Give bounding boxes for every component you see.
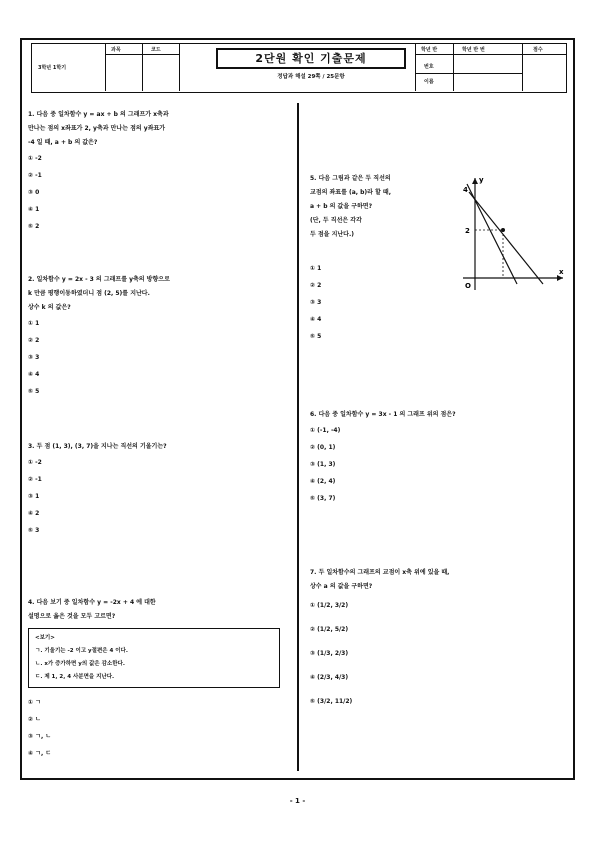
question-5 <box>310 172 570 345</box>
origin-label: O <box>465 282 471 290</box>
option[interactable]: ③ (1/3, 2/3) <box>310 650 349 657</box>
question-stem: 6. 다음 중 일차함수 y = 3x - 1 의 그래프 위의 점은? <box>310 411 456 418</box>
option[interactable]: ④ (2/3, 4/3) <box>310 674 349 681</box>
option[interactable]: ① -2 <box>28 155 42 162</box>
option[interactable]: ③ 1 <box>28 493 40 500</box>
question-1 <box>28 108 290 235</box>
y-axis-arrow <box>472 178 478 184</box>
header-col-2 <box>143 44 180 91</box>
y-tick-label: 4 <box>463 186 468 194</box>
option[interactable]: ④ (2, 4) <box>310 478 336 485</box>
option[interactable]: ② 2 <box>310 282 322 289</box>
option[interactable]: ② -1 <box>28 476 42 483</box>
option[interactable]: ⑤ (3/2, 11/2) <box>310 698 353 705</box>
option[interactable]: ① (-1, -4) <box>310 427 341 434</box>
question-4 <box>28 596 280 762</box>
option[interactable]: ⑤ 5 <box>28 388 40 395</box>
option[interactable]: ③ 3 <box>28 354 40 361</box>
question-stem: 7. 두 일차함수의 그래프의 교점이 x축 위에 있을 때, 상수 a 의 값을 구하면? <box>310 569 450 590</box>
line-2 <box>469 192 543 284</box>
option[interactable]: ⑤ 3 <box>28 527 40 534</box>
x-axis-label: x <box>559 268 564 276</box>
header-left-label: 3학년 1학기 <box>38 65 67 71</box>
option[interactable]: ② ㄴ <box>28 716 41 723</box>
question-stem: 5. 다음 그림과 같은 두 직선의 교점의 좌표를 (a, b)라 할 때, a + b 의 값을 구하면? (단, 두 직선은 각각 두 점을 지난다.) <box>310 175 391 238</box>
header-right-col-1 <box>454 44 523 91</box>
header-right-label-3: 이름 <box>424 79 434 85</box>
option[interactable]: ① (1/2, 3/2) <box>310 602 349 609</box>
option[interactable]: ① -2 <box>28 459 42 466</box>
header-right-label-1: 학년 반 <box>421 47 438 53</box>
header-right-label-2: 번호 <box>424 64 434 70</box>
column-divider <box>297 103 299 771</box>
header-col-1 <box>106 44 143 91</box>
question-box: <보기> ㄱ. 기울기는 -2 이고 y절편은 4 이다. ㄴ. x가 증가하면 y의 값은 감소한다. ㄷ. 제 1, 2, 4 사분면을 지난다. <box>28 628 280 688</box>
header-left-cell <box>32 44 106 91</box>
option[interactable]: ④ 2 <box>28 510 40 517</box>
y-axis-label: y <box>479 176 484 184</box>
option[interactable]: ② (1/2, 5/2) <box>310 626 349 633</box>
intersection-point <box>501 228 505 232</box>
header-right-col-2-label: 점수 <box>533 47 543 53</box>
header-col-1-label: 과목 <box>111 47 121 53</box>
question-2 <box>28 273 290 400</box>
option[interactable]: ② 2 <box>28 337 40 344</box>
header-col-2-label: 코드 <box>151 47 161 53</box>
question-stem: 2. 일차함수 y = 2x - 3 의 그래프를 y축의 방향으로 k 만큼 평행이동하였더니 점 (2, 5)를 지난다. 상수 k 의 값은? <box>28 276 170 311</box>
header-right-col-1-label: 학년 반 번 <box>462 47 485 53</box>
option[interactable]: ③ 0 <box>28 189 40 196</box>
page-number: - 1 - <box>289 797 306 805</box>
option[interactable]: ⑤ (3, 7) <box>310 495 336 502</box>
question-stem: 3. 두 점 (1, 3), (3, 7)을 지나는 직선의 기울기는? <box>28 443 167 450</box>
question-stem: 1. 다음 중 일차함수 y = ax + b 의 그래프가 x축과 만나는 점의 x좌표가 2, y축과 만나는 점의 y좌표가 -4 일 때, a + b 의 값은? <box>28 111 169 146</box>
header-right-labels <box>416 44 454 91</box>
option[interactable]: ① ㄱ <box>28 699 41 706</box>
option[interactable]: ② -1 <box>28 172 42 179</box>
option[interactable]: ② (0, 1) <box>310 444 336 451</box>
option[interactable]: ⑤ 2 <box>28 223 40 230</box>
option[interactable]: ① 1 <box>310 265 322 272</box>
header-right-col-2 <box>523 44 566 91</box>
question-6 <box>310 408 570 507</box>
option[interactable]: ④ ㄱ, ㄷ <box>28 750 52 757</box>
question-3 <box>28 440 290 539</box>
option[interactable]: ④ 1 <box>28 206 40 213</box>
option[interactable]: ③ 3 <box>310 299 322 306</box>
question-7 <box>310 566 570 714</box>
option[interactable]: ③ (1, 3) <box>310 461 336 468</box>
graph-figure <box>455 172 567 292</box>
page-subtitle: 정답과 해설 29쪽 / 25문항 <box>277 74 345 80</box>
y-tick-label: 2 <box>465 227 470 235</box>
page-title: 2단원 확인 기출문제 <box>216 48 406 69</box>
option[interactable]: ④ 4 <box>28 371 40 378</box>
option[interactable]: ① 1 <box>28 320 40 327</box>
option[interactable]: ⑤ 5 <box>310 333 322 340</box>
option[interactable]: ④ 4 <box>310 316 322 323</box>
question-stem: 4. 다음 보기 중 일차함수 y = -2x + 4 에 대한 설명으로 옳은 것을 모두 고르면? <box>28 599 156 620</box>
option[interactable]: ③ ㄱ, ㄴ <box>28 733 52 740</box>
